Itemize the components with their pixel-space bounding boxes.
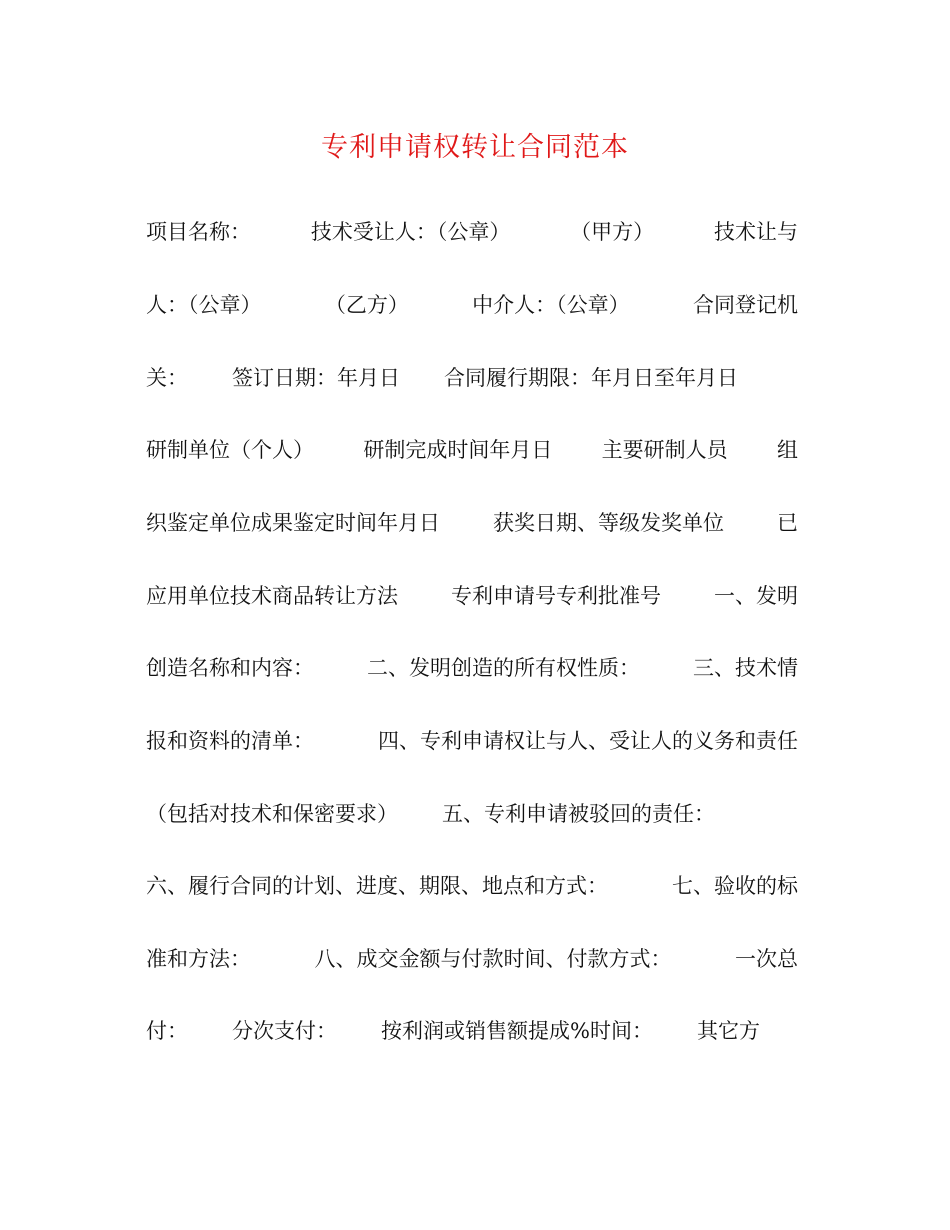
- text-segment: 付：: [146, 1019, 188, 1043]
- text-segment: 报和资料的清单：: [146, 729, 314, 753]
- text-line-7: [146, 650, 798, 686]
- text-line-2: [146, 287, 798, 323]
- text-segment: 五、专利申请被驳回的责任：: [442, 802, 715, 826]
- text-segment: 获奖日期、等级发奖单位: [493, 511, 724, 535]
- text-line-3: [146, 360, 798, 396]
- text-segment: 一次总: [735, 947, 798, 971]
- text-segment: 一、发明: [714, 584, 798, 608]
- text-segment: 项目名称：: [146, 220, 251, 244]
- text-segment: 技术受让人：（公章）: [310, 220, 511, 244]
- text-line-6: [146, 578, 798, 614]
- text-segment: 人：（公章）: [146, 293, 262, 317]
- text-segment: 已: [777, 511, 798, 535]
- text-line-1: [146, 214, 798, 250]
- text-segment: 织鉴定单位成果鉴定时间年月日: [146, 511, 440, 535]
- text-segment: 三、技术情: [693, 656, 798, 680]
- text-segment: （包括对技术和保密要求）: [146, 802, 398, 826]
- text-segment: 七、验收的标: [672, 874, 798, 898]
- text-segment: 主要研制人员: [601, 438, 728, 462]
- text-segment: 二、发明创造的所有权性质：: [367, 656, 640, 680]
- text-segment: 关：: [146, 366, 188, 390]
- text-segment: 合同登记机: [692, 293, 798, 317]
- text-segment: 创造名称和内容：: [146, 656, 314, 680]
- text-segment: （甲方）: [570, 220, 655, 244]
- text-segment: 研制完成时间年月日: [363, 438, 553, 462]
- text-segment: 应用单位技术商品转让方法: [146, 584, 398, 608]
- text-line-9: [146, 796, 798, 832]
- text-segment: 分次支付：: [232, 1019, 337, 1043]
- text-line-11: [146, 941, 798, 977]
- text-segment: 合同履行期限：年月日至年月日: [444, 366, 738, 390]
- text-segment: 其它方: [696, 1019, 760, 1043]
- text-segment: 技术让与: [713, 220, 798, 244]
- document-title: 专利申请权转让合同范本: [321, 132, 629, 163]
- text-line-5: [146, 505, 798, 541]
- text-segment: 四、专利申请权让与人、受让人的义务和责任: [378, 729, 798, 753]
- text-line-8: [146, 723, 798, 759]
- text-segment: 按利润或销售额提成%时间：: [381, 1019, 653, 1043]
- text-segment: 六、履行合同的计划、进度、期限、地点和方式：: [146, 874, 608, 898]
- text-segment: 签订日期：年月日: [232, 366, 400, 390]
- text-segment: 准和方法：: [146, 947, 251, 971]
- text-line-4: [146, 432, 798, 468]
- text-segment: 八、成交金额与付款时间、付款方式：: [314, 947, 672, 971]
- text-segment: （乙方）: [324, 293, 409, 317]
- text-line-12: [146, 1013, 798, 1049]
- text-segment: 专利申请号专利批准号: [451, 584, 661, 608]
- text-segment: 组: [776, 438, 798, 462]
- text-segment: 中介人：（公章）: [472, 293, 630, 317]
- text-segment: 研制单位（个人）: [146, 438, 314, 462]
- text-line-10: [146, 868, 798, 904]
